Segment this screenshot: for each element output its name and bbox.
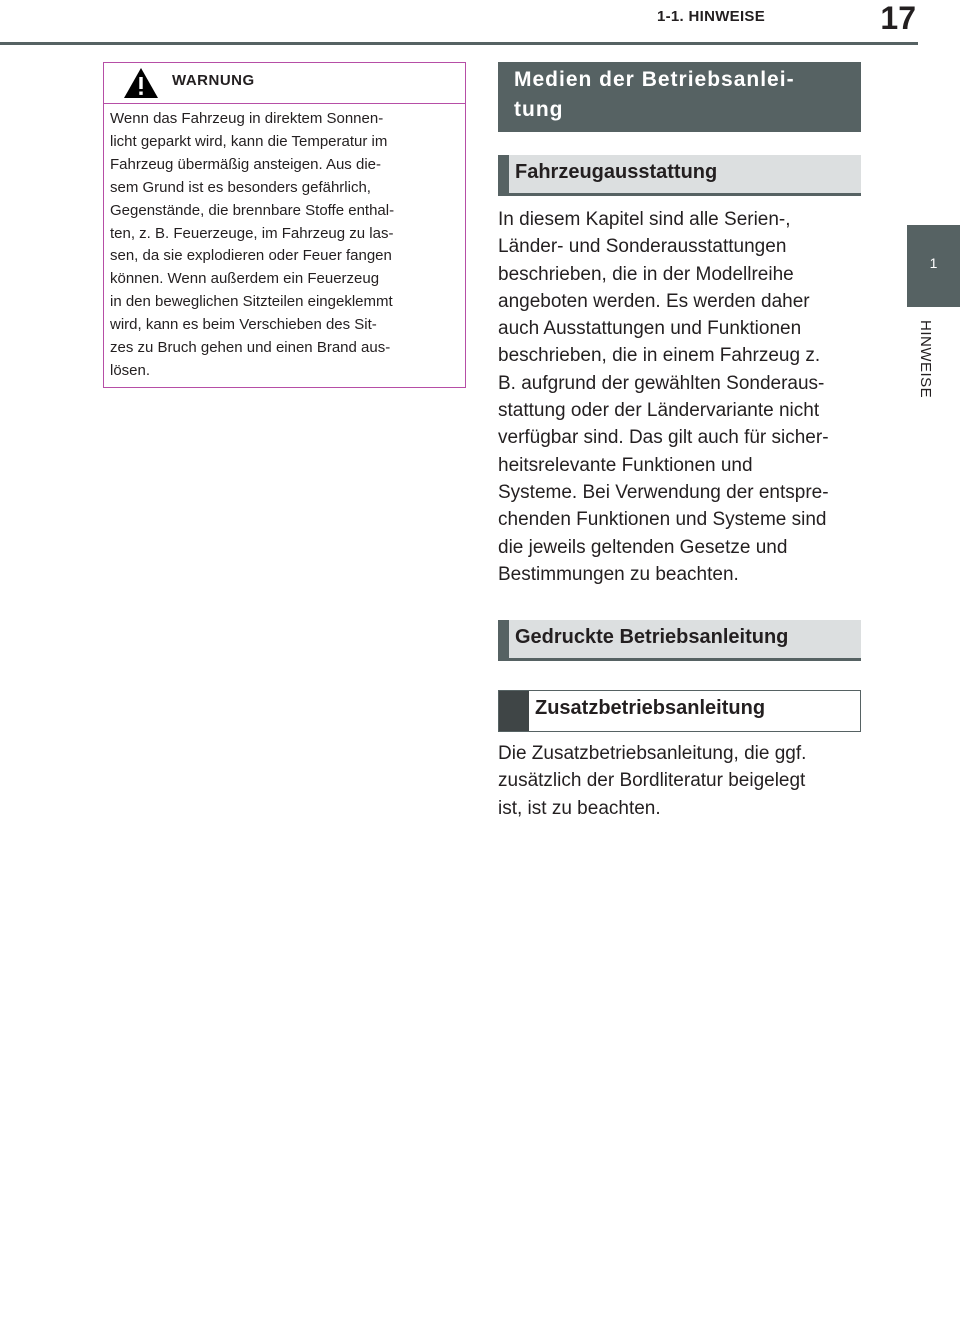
warning-text [110, 108, 458, 383]
body-line: die jeweils geltenden Gesetze und [498, 536, 788, 558]
body-line: stattung oder der Ländervariante nicht [498, 400, 820, 422]
body-line: ist, ist zu beachten. [498, 797, 661, 819]
warning-line: sem Grund ist es besonders gefährlich, [110, 178, 371, 196]
body-line: zusätzlich der Bordliteratur beigelegt [498, 770, 806, 792]
warning-line: licht geparkt wird, kann die Temperatur im [110, 132, 388, 150]
chapter-heading-line: tung [514, 98, 564, 121]
body-line: beschrieben, die in der Modellreihe [498, 263, 794, 285]
body-line: verfügbar sind. Das gilt auch für sicher- [498, 427, 829, 449]
warning-line: wird, kann es beim Verschieben des Sit- [110, 316, 377, 334]
body-line: Die Zusatzbetriebsanleitung, die ggf. [498, 743, 807, 764]
chapter-label-text: HINWEISE [917, 320, 934, 399]
body-line: beschrieben, die in einem Fahrzeug z. [498, 345, 821, 367]
chapter-number: 1 [929, 255, 938, 271]
warning-title: WARNUNG [172, 72, 255, 89]
subsection-heading-text: Zusatzbetriebsanleitung [535, 697, 766, 719]
chapter-heading-line: Medien der Betriebsanlei- [514, 68, 795, 91]
warning-triangle-icon [122, 66, 160, 100]
section-heading-text: Fahrzeugausstattung [515, 161, 718, 183]
page-number: 17 [880, 0, 916, 36]
warning-line: ten, z. B. Feuerzeuge, im Fahrzeug zu las- [110, 224, 394, 242]
body-line: chenden Funktionen und Systeme sind [498, 509, 827, 531]
header-rule [0, 42, 918, 45]
subsection-heading-zusatzbetriebsanleitung [498, 690, 861, 732]
warning-line: zes zu Bruch gehen und einen Brand aus- [110, 339, 391, 357]
body-line: angeboten werden. Es werden daher [498, 290, 810, 312]
section-heading-fahrzeugausstattung [498, 155, 861, 196]
body-line: auch Ausstattungen und Funktionen [498, 318, 802, 340]
body-line: B. aufgrund der gewählten Sonderaus- [498, 372, 825, 394]
warning-line: in den beweglichen Sitzteilen eingeklemmt [110, 293, 393, 311]
heading-accent [498, 620, 509, 658]
chapter-label [905, 320, 945, 420]
body-line: Systeme. Bei Verwendung der entspre- [498, 481, 829, 503]
section-2-body [498, 740, 868, 822]
chapter-heading [514, 65, 854, 125]
body-line: heitsrelevante Funktionen und [498, 454, 753, 476]
warning-line: Gegenstände, die brennbare Stoffe enthal- [110, 201, 395, 219]
body-line: Länder- und Sonderausstattungen [498, 236, 787, 258]
heading-accent [498, 155, 509, 193]
section-heading-gedruckte-betriebsanleitung [498, 620, 861, 661]
section-heading-text: Gedruckte Betriebsanleitung [515, 626, 789, 648]
section-1-body [498, 206, 868, 588]
warning-line: lösen. [110, 361, 151, 379]
warning-line: sen, da sie explodieren oder Feuer fangen [110, 247, 392, 265]
warning-line: Fahrzeug übermäßig ansteigen. Aus die- [110, 155, 381, 173]
body-line: Bestimmungen zu beachten. [498, 563, 739, 585]
warning-line: Wenn das Fahrzeug in direktem Sonnen- [110, 110, 384, 127]
warning-line: können. Wenn außerdem ein Feuerzeug [110, 270, 380, 288]
section-title: 1-1. HINWEISE [656, 8, 766, 25]
subheading-accent [499, 691, 529, 731]
body-line: In diesem Kapitel sind alle Serien-, [498, 209, 791, 230]
